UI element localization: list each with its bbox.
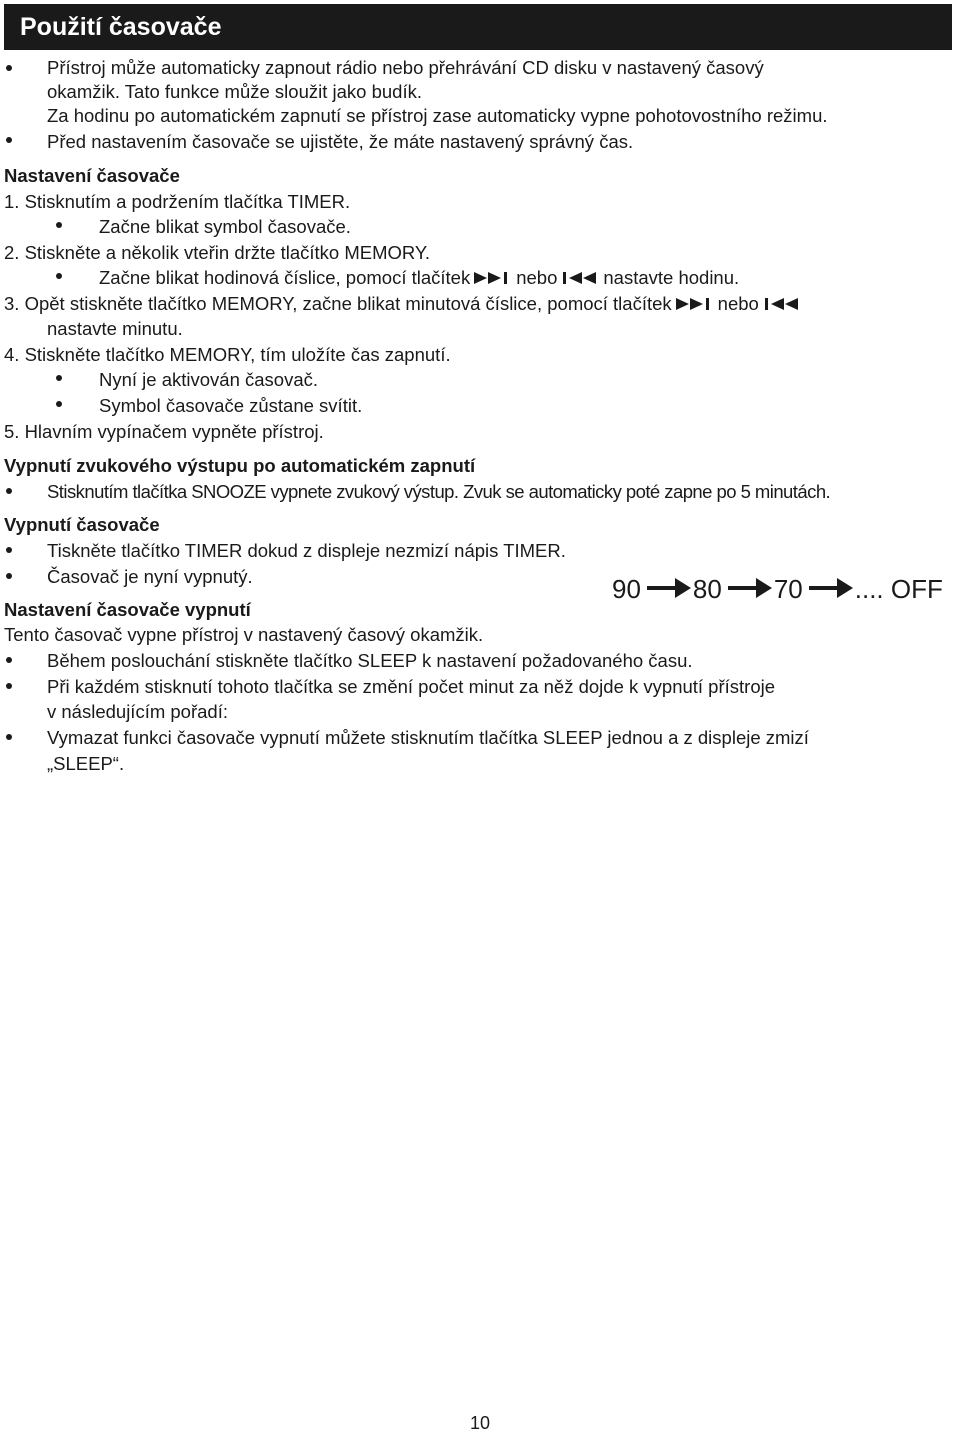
intro-bullet-1-line-1: Přístroj může automaticky zapnout rádio nebo přehrávání CD disku v nastavený časový [47,57,764,78]
step-2-sub-text-b: nebo [516,267,558,288]
sleep-sequence-value-3: 70 [773,574,803,604]
sleep-sequence-value-4: .... OFF [854,574,943,604]
sleep-bullet-1: Během poslouchání stiskněte tlačítko SLEEP k nastavení požadovaného času. [47,650,693,671]
bullet [6,488,12,494]
sleep-sequence-value-1: 90 [612,574,641,604]
arrow-right-icon [809,574,853,604]
step-4: 4. Stiskněte tlačítko MEMORY, tím uložíte čas zapnutí. [4,344,451,365]
page-number: 10 [469,1413,491,1433]
bullet [6,657,12,663]
sleep-bullet-2-line-2: v následujícím pořadí: [47,701,228,722]
step-2-sub [99,266,739,291]
bullet [56,401,62,407]
bullet [6,547,12,553]
skip-back-icon [561,267,599,291]
step-3-text-b: nebo [717,293,759,314]
step-4-sub-2: Symbol časovače zůstane svítit. [99,395,363,416]
skip-back-icon [763,293,801,317]
bullet [56,375,62,381]
section-heading-sleep: Nastavení časovače vypnutí [4,599,251,620]
step-1: 1. Stisknutím a podržením tlačítka TIMER. [4,191,351,212]
sleep-bullet-3-line-1: Vymazat funkci časovače vypnutí můžete stisknutím tlačítka SLEEP jednou a z displeje zmizí [47,727,809,748]
step-5: 5. Hlavním vypínačem vypněte přístroj. [4,421,324,442]
intro-bullet-2: Před nastavením časovače se ujistěte, že máte nastavený správný čas. [47,131,634,152]
bullet [6,65,12,71]
step-3-text-a: 3. Opět stiskněte tlačítko MEMORY, začne blikat minutová číslice, pomocí tlačítek [4,293,672,314]
intro-bullet-1-line-2: okamžik. Tato funkce může sloužit jako budík. [47,81,422,102]
timer-off-bullet-2: Časovač je nyní vypnutý. [47,566,253,587]
bullet [6,683,12,689]
step-4-sub-1: Nyní je aktivován časovač. [99,369,319,390]
sleep-sequence [612,574,943,604]
page-title: Použití časovače [4,4,952,50]
section-heading-snooze: Vypnutí zvukového výstupu po automatickém zapnutí [4,455,476,476]
bullet [56,222,62,228]
intro-bullet-1-line-3: Za hodinu po automatickém zapnutí se přístroj zase automaticky vypne pohotovostního režimu. [47,105,828,126]
section-heading-timer-off: Vypnutí časovače [4,514,160,535]
timer-off-bullet-1: Tiskněte tlačítko TIMER dokud z displeje nezmizí nápis TIMER. [47,540,566,561]
arrow-right-icon [728,574,772,604]
sleep-intro: Tento časovač vypne přístroj v nastavený časový okamžik. [4,624,484,645]
sleep-sequence-value-2: 80 [692,574,722,604]
bullet [6,137,12,143]
bullet [6,573,12,579]
sleep-bullet-2-line-1: Při každém stisknutí tohoto tlačítka se změní počet minut za něž dojde k vypnutí přístroje [47,676,776,697]
arrow-right-icon [647,574,691,604]
step-1-sub: Začne blikat symbol časovače. [99,216,351,237]
sleep-bullet-3-line-2: „SLEEP“. [47,753,125,774]
step-3-line-2: nastavte minutu. [47,318,183,339]
step-2-sub-text-c: nastavte hodinu. [603,267,740,288]
step-2-sub-text-a: Začne blikat hodinová číslice, pomocí tlačítek [99,267,471,288]
step-2: 2. Stiskněte a několik vteřin držte tlačítko MEMORY. [4,242,431,263]
bullet [56,273,62,279]
bullet [6,734,12,740]
step-3 [4,292,805,317]
skip-forward-icon [676,293,714,317]
snooze-bullet-1: Stisknutím tlačítka SNOOZE vypnete zvukový výstup. Zvuk se automaticky poté zapne po 5 minutách. [47,481,831,502]
skip-forward-icon [474,267,512,291]
section-heading-timer-setup: Nastavení časovače [4,165,180,186]
